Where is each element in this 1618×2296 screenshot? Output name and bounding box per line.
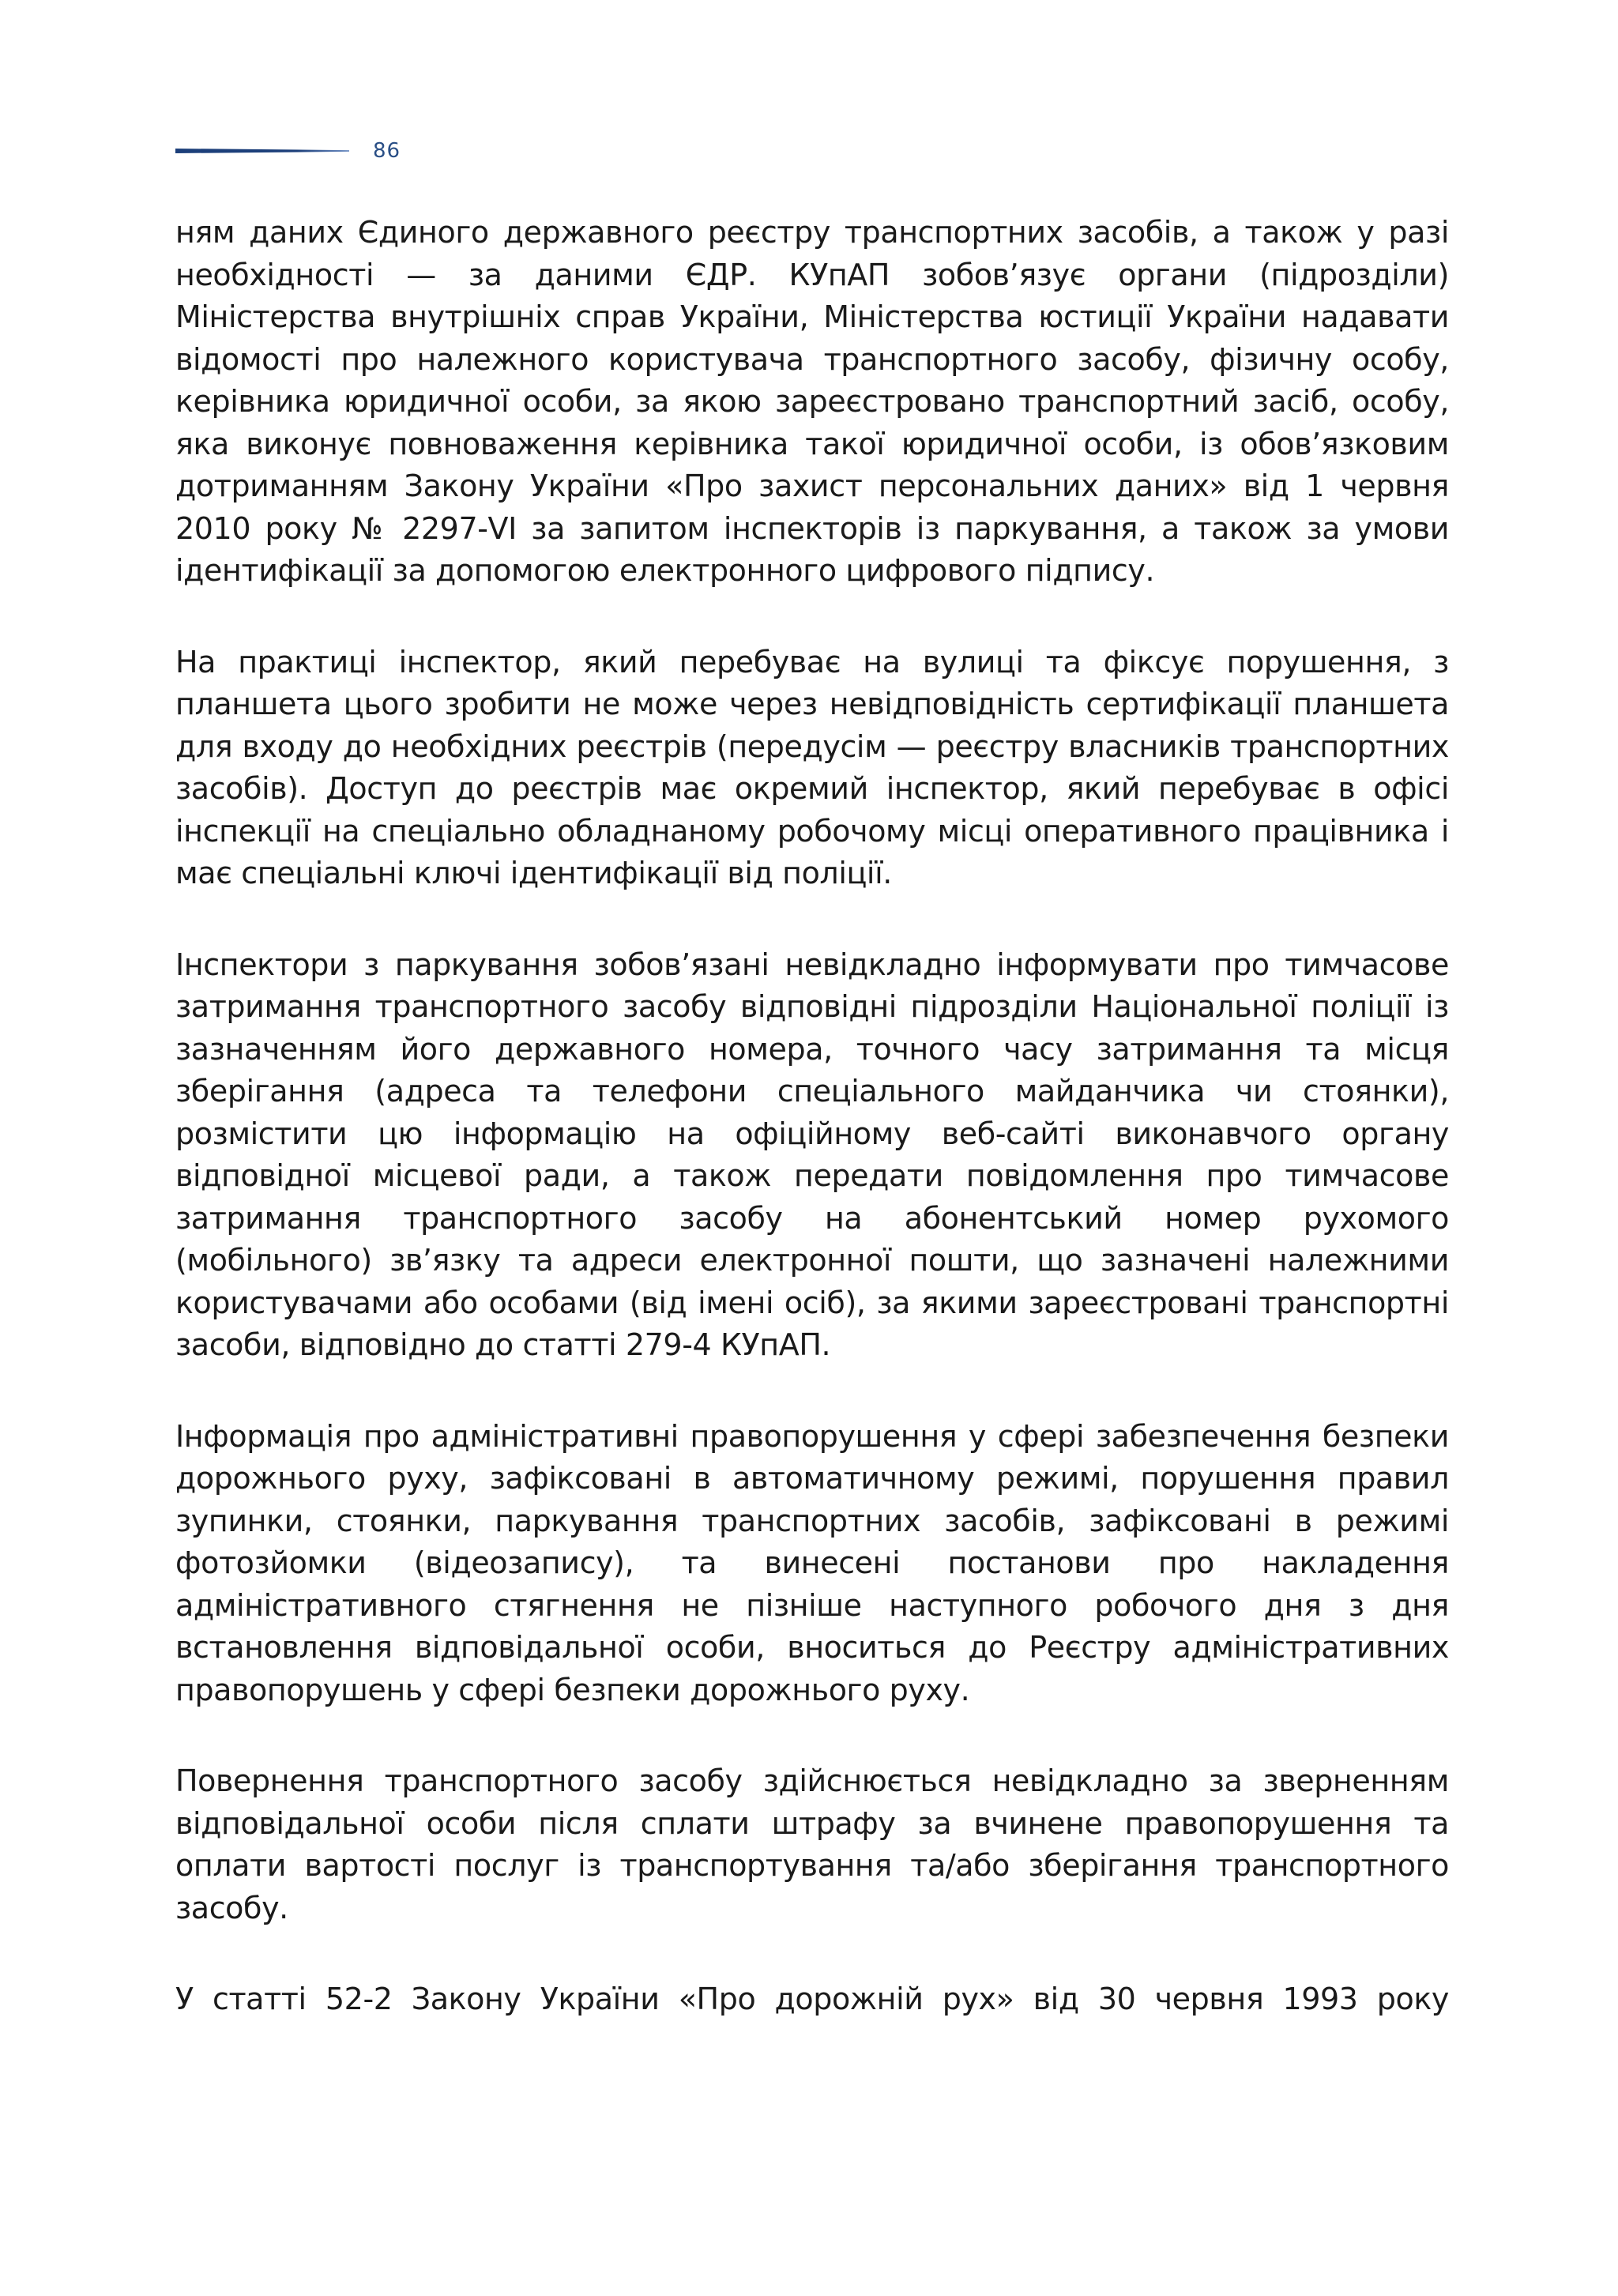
paragraph: Інспектори з паркування зобов’язані невідкладно інформувати про тимчасове затримання транспортного засобу відповідні підрозділи Національної поліції із зазначенням його державного номера, точного часу затримання та місця зберігання (адреса та телефони спеціального майданчика чи стоянки), розмістити цю інформацію на офіційному веб-сайті виконавчого органу відповідної місцевої ради, а також передати повідомлення про тимчасове затримання транспортного засобу на абонентський номер рухомого (мобільного) зв’язку та адреси електронної пошти, що зазначені належними користувачами або особами (від імені осіб), за якими зареєстровані транспортні засоби, відповідно до статті 279-4 КУпАП. xyxy=(175,947,1449,1362)
paragraph: У статті 52-2 Закону України «Про дорожній рух» від 30 червня 1993 року xyxy=(175,1982,1449,2016)
paragraph: ням даних Єдиного державного реєстру транспортних засобів, а також у разі необхідності — за даними ЄДР. КУпАП зобов’язує органи (підрозділи) Міністерства внутрішніх справ України, Міністерства юстиції України надавати відомості про належного користувача транспортного засобу, фізичну особу, керівника юридичної особи, за якою зареєстровано транспортний засіб, особу, яка виконує повноваження керівника такої юридичної особи, із обов’язковим дотриманням Закону України «Про захист персональних даних» від 1 червня 2010 року № 2297-VI за запитом інспекторів із паркування, а також за умови ідентифікації за допомогою електронного цифрового підпису. xyxy=(175,215,1449,588)
page-number: 86 xyxy=(373,139,401,163)
page-header xyxy=(175,139,401,163)
body-text xyxy=(175,212,1449,2021)
paragraph: Інформація про адміністративні правопорушення у сфері забезпечення безпеки дорожнього руху, зафіксовані в автоматичному режимі, порушення правил зупинки, стоянки, паркування транспортних засобів, зафіксовані в режимі фотозйомки (відеозапису), та винесені постанови про накладення адміністративного стягнення не пізніше наступного робочого дня з дня встановлення відповідальної особи, вноситься до Реєстру адміністративних правопорушень у сфері безпеки дорожнього руху. xyxy=(175,1418,1449,1707)
paragraph: На практиці інспектор, який перебуває на вулиці та фіксує порушення, з планшета цього зробити не може через невідповідність сертифікації планшета для входу до необхідних реєстрів (передусім — реєстру власників транспортних засобів). Доступ до реєстрів має окремий інспектор, який перебуває в офісі інспекції на спеціально обладнаному робочому місці оперативного працівника і має спеціальні ключі ідентифікації від поліції. xyxy=(175,644,1449,890)
header-rule xyxy=(175,149,349,153)
paragraph: Повернення транспортного засобу здійснюється невідкладно за зверненням відповідальної особи після сплати штрафу за вчинене правопорушення та оплати вартості послуг із транспортування та/або зберігання транспортного засобу. xyxy=(175,1763,1449,1925)
